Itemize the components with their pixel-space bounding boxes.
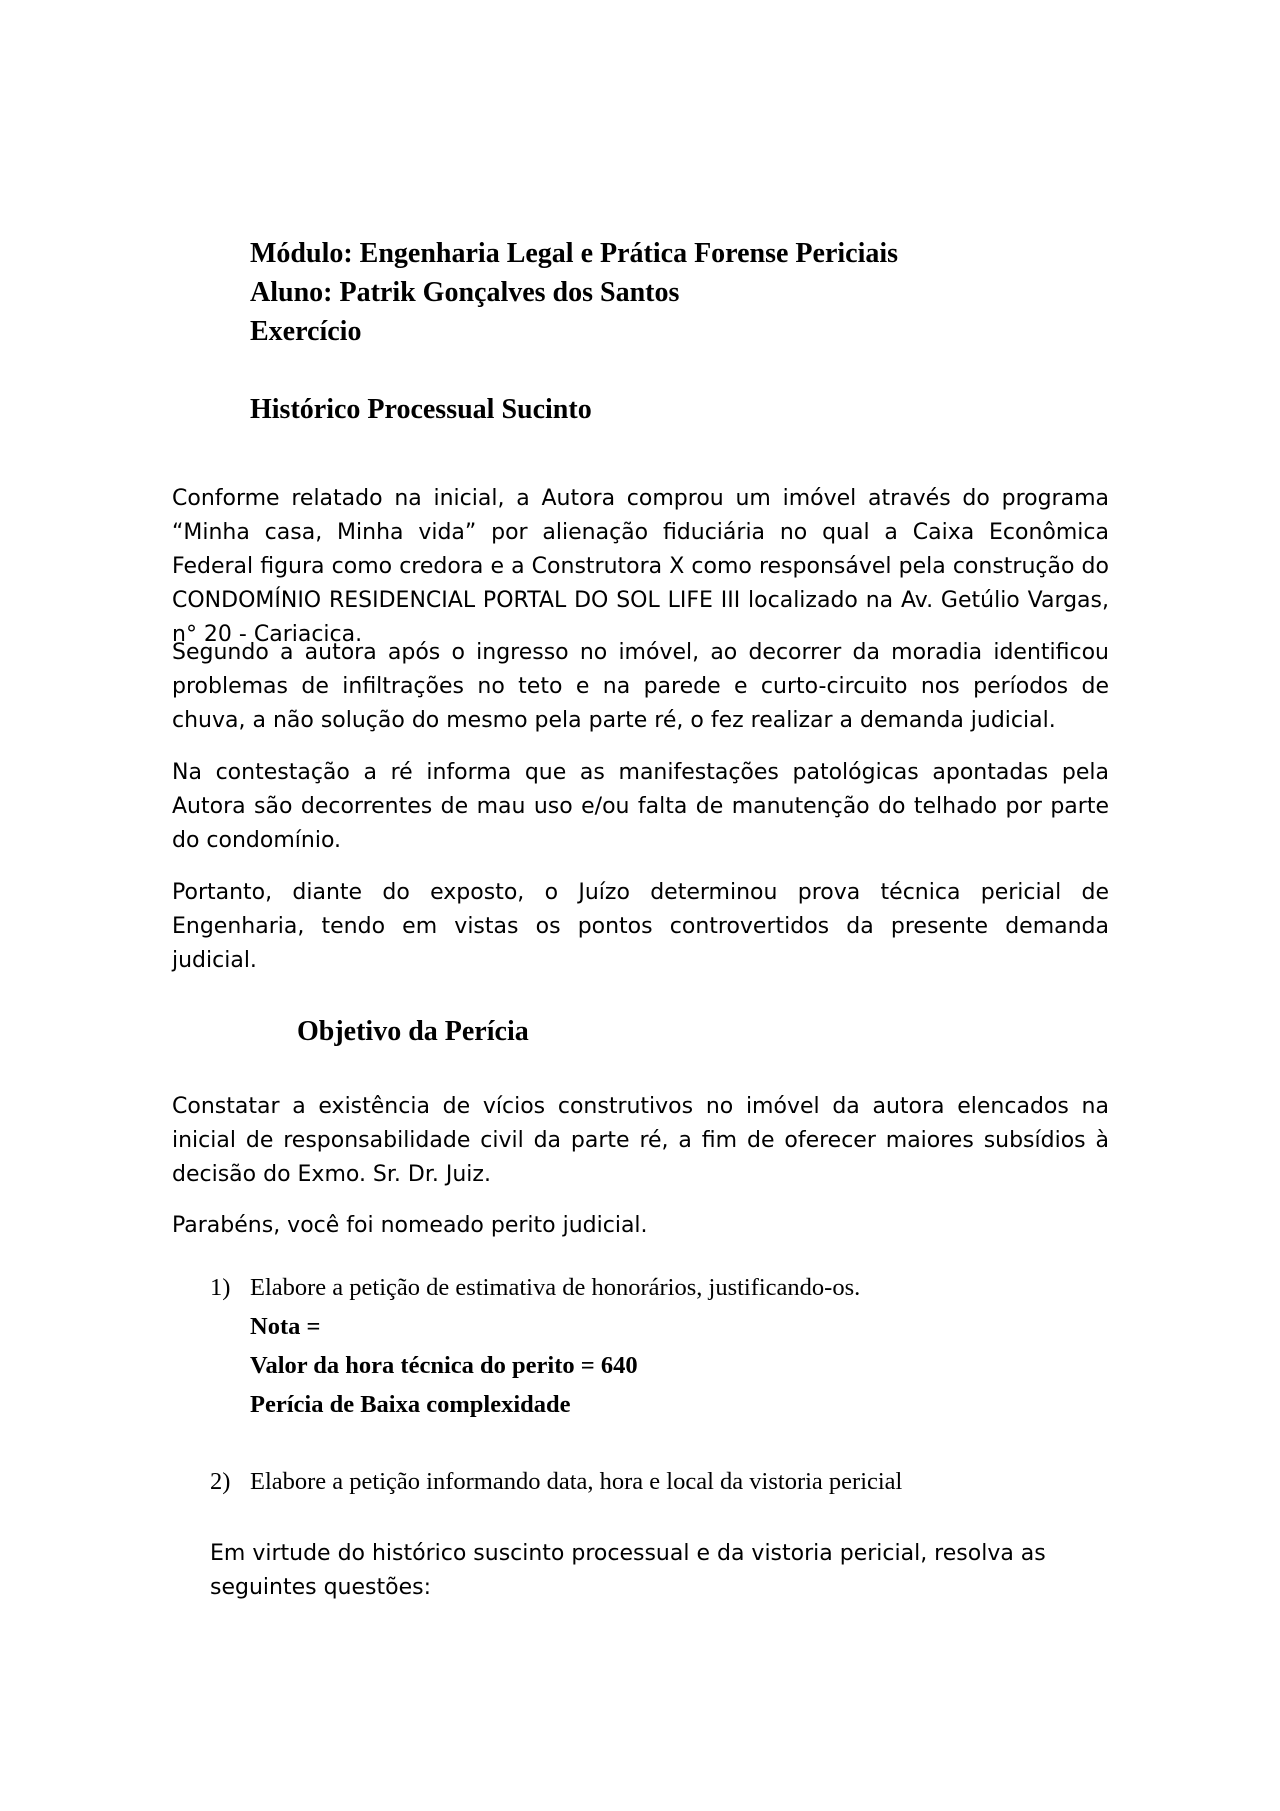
objetivo-title: Objetivo da Perícia (297, 1016, 529, 1047)
historico-paragraph-4: Portanto, diante do exposto, o Juízo determinou prova técnica pericial de Engenharia, tendo em vistas os pontos controvertidos da presente demanda judicial. (172, 880, 1109, 973)
task-note-hourly-rate: Valor da hora técnica do perito = 640 (250, 1352, 638, 1379)
module-line: Módulo: Engenharia Legal e Prática Forense Periciais (250, 238, 899, 269)
historico-paragraph-3: Na contestação a ré informa que as manifestações patológicas apontadas pela Autora são decorrentes de mau uso e/ou falta de manutenção do telhado por parte do condomínio. (172, 760, 1109, 853)
task-number: 2) (210, 1468, 231, 1495)
task-item-2 (210, 1462, 902, 1501)
task-item-1 (210, 1268, 860, 1424)
task-note-complexity: Perícia de Baixa complexidade (250, 1391, 571, 1418)
task-number: 1) (210, 1274, 231, 1301)
task-text: Elabore a petição de estimativa de honorários, justificando-os. (250, 1274, 861, 1301)
congrats-paragraph: Parabéns, você foi nomeado perito judicial. (172, 1213, 648, 1238)
historico-paragraph-2: Segundo a autora após o ingresso no imóvel, ao decorrer da moradia identificou problemas de infiltrações no teto e na parede e curto-circuito nos períodos de chuva, a não solução do mesmo pela parte ré, o fez realizar a demanda judicial. (172, 640, 1109, 733)
task-text: Elabore a petição informando data, hora e local da vistoria pericial (250, 1468, 903, 1495)
student-line: Aluno: Patrik Gonçalves dos Santos (250, 277, 680, 308)
task-note-label: Nota = (250, 1313, 321, 1340)
closing-paragraph: Em virtude do histórico suscinto processual e da vistoria pericial, resolva as seguintes questões: (210, 1541, 1046, 1600)
historico-paragraph-1: Conforme relatado na inicial, a Autora comprou um imóvel através do programa “Minha casa, Minha vida” por alienação fiduciária no qual a Caixa Econômica Federal figura como credora e a Construtora X como responsável pela construção do CONDOMÍNIO RESIDENCIAL PORTAL DO SOL LIFE III localizado na Av. Getúlio Vargas, n° 20 - Cariacica. (172, 486, 1109, 647)
objetivo-paragraph: Constatar a existência de vícios construtivos no imóvel da autora elencados na inicial de responsabilidade civil da parte ré, a fim de oferecer maiores subsídios à decisão do Exmo. Sr. Dr. Juiz. (172, 1094, 1109, 1187)
document-header (250, 234, 898, 351)
exercise-line: Exercício (250, 316, 362, 347)
historico-title: Histórico Processual Sucinto (250, 394, 592, 425)
